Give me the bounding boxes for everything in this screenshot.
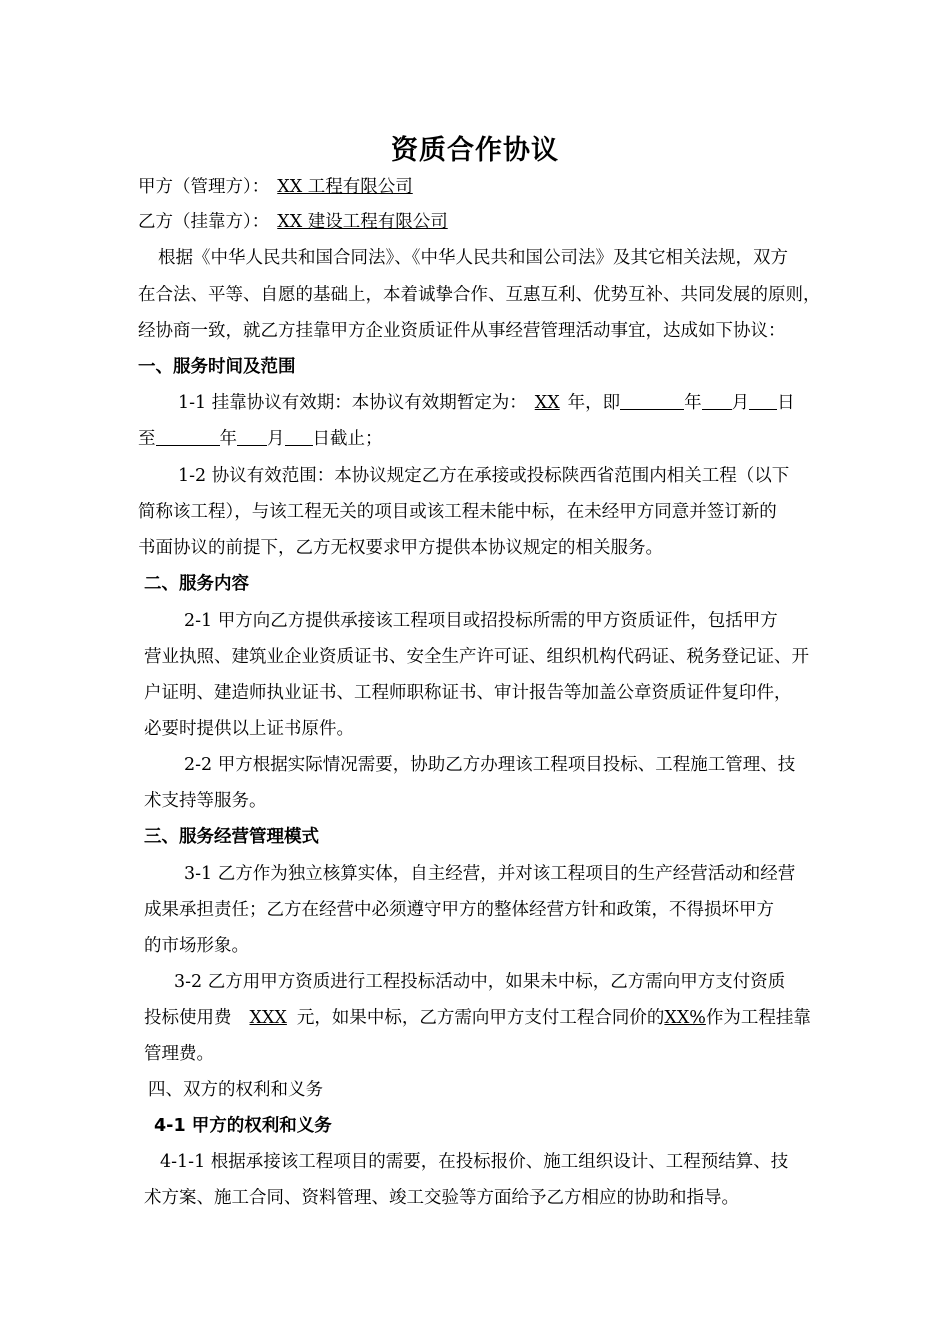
item-2-2-line-1: 2-2 甲方根据实际情况需要，协助乙方办理该工程项目投标、工程施工管理、技 <box>184 755 796 775</box>
item-1-1-prefix: 1-1 挂靠协议有效期：本协议有效期暂定为： <box>178 393 527 413</box>
fee-prefix: 投标使用费 <box>144 1008 232 1028</box>
item-3-2-line-3: 管理费。 <box>144 1044 214 1064</box>
item-2-1-line-1: 2-1 甲方向乙方提供承接该工程项目或招投标所需的甲方资质证件，包括甲方 <box>184 611 778 631</box>
end-suffix: 日截止； <box>312 429 383 449</box>
item-1-2-line-3: 书面协议的前提下，乙方无权要求甲方提供本协议规定的相关服务。 <box>138 538 663 558</box>
end-day-blank <box>285 427 313 446</box>
party-b-label: 乙方（挂靠方）： <box>138 212 270 232</box>
section-1-heading: 一、服务时间及范围 <box>138 357 296 377</box>
item-2-1-line-4: 必要时提供以上证书原件。 <box>144 719 354 739</box>
start-year-label: 年 <box>684 393 702 413</box>
end-month-blank <box>237 427 267 446</box>
item-3-1-line-3: 的市场形象。 <box>144 936 249 956</box>
party-b-value: XX 建设工程有限公司 <box>277 212 448 232</box>
start-year-blank <box>620 391 684 410</box>
party-a-value: XX 工程有限公司 <box>277 177 413 197</box>
intro-line-3: 经协商一致，就乙方挂靠甲方企业资质证件从事经营管理活动事宜，达成如下协议： <box>138 321 786 341</box>
item-1-2-line-1: 1-2 协议有效范围：本协议规定乙方在承接或投标陕西省范围内相关工程（以下 <box>178 466 790 486</box>
end-year-label: 年 <box>219 429 237 449</box>
item-4-1-1-line-1: 4-1-1 根据承接该工程项目的需要，在投标报价、施工组织设计、工程预结算、技 <box>160 1152 789 1172</box>
item-3-2-line-2 <box>144 1006 811 1030</box>
term-years: XX <box>534 393 560 413</box>
item-2-1-line-3: 户证明、建造师执业证书、工程师职称证书、审计报告等加盖公章资质证件复印件， <box>144 683 792 703</box>
intro-line-2: 在合法、平等、自愿的基础上，本着诚挚合作、互惠互利、优势互补、共同发展的原则， <box>138 285 821 305</box>
item-1-1-line-1 <box>178 391 795 415</box>
fee-end: 作为工程挂靠 <box>705 1008 811 1028</box>
item-3-1-line-1: 3-1 乙方作为独立核算实体，自主经营，并对该工程项目的生产经营活动和经营 <box>184 864 796 884</box>
year-unit: 年，即 <box>567 393 621 413</box>
item-4-1-1-line-2: 术方案、施工合同、资料管理、竣工交验等方面给予乙方相应的协助和指导。 <box>144 1188 739 1208</box>
start-month-label: 月 <box>731 393 750 413</box>
item-3-2-line-1: 3-2 乙方用甲方资质进行工程投标活动中，如果未中标，乙方需向甲方支付资质 <box>174 972 786 992</box>
end-prefix: 至 <box>138 429 156 449</box>
party-a-label: 甲方（管理方）： <box>138 177 270 197</box>
item-3-1-line-2: 成果承担责任；乙方在经营中必须遵守甲方的整体经营方针和政策，不得损坏甲方 <box>144 900 774 920</box>
document-title: 资质合作协议 <box>391 135 559 166</box>
start-day-label: 日 <box>777 393 795 413</box>
item-1-2-line-2: 简称该工程），与该工程无关的项目或该工程未能中标，在未经甲方同意并签订新的 <box>138 502 777 522</box>
end-month-label: 月 <box>267 429 285 449</box>
section-2-heading: 二、服务内容 <box>144 574 249 594</box>
start-day-blank <box>749 391 777 410</box>
item-1-1-line-2 <box>138 427 383 451</box>
fee-mid: 元，如果中标，乙方需向甲方支付工程合同价的 <box>296 1008 665 1028</box>
section-3-heading: 三、服务经营管理模式 <box>144 827 319 847</box>
party-b-line <box>138 210 448 234</box>
intro-line-1: 根据《中华人民共和国合同法》、《中华人民共和国公司法》及其它相关法规，双方 <box>158 248 788 268</box>
section-4-heading: 四、双方的权利和义务 <box>148 1080 323 1100</box>
item-2-1-line-2: 营业执照、建筑业企业资质证书、安全生产许可证、组织机构代码证、税务登记证、开 <box>144 647 809 667</box>
start-month-blank <box>702 391 732 410</box>
end-year-blank <box>156 427 220 446</box>
section-4-1-heading: 4-1 甲方的权利和义务 <box>154 1116 332 1136</box>
party-a-line <box>138 175 413 199</box>
item-2-2-line-2: 术支持等服务。 <box>144 791 267 811</box>
fee-amount: XXX <box>249 1008 287 1028</box>
management-fee-percent: XX% <box>664 1008 706 1028</box>
